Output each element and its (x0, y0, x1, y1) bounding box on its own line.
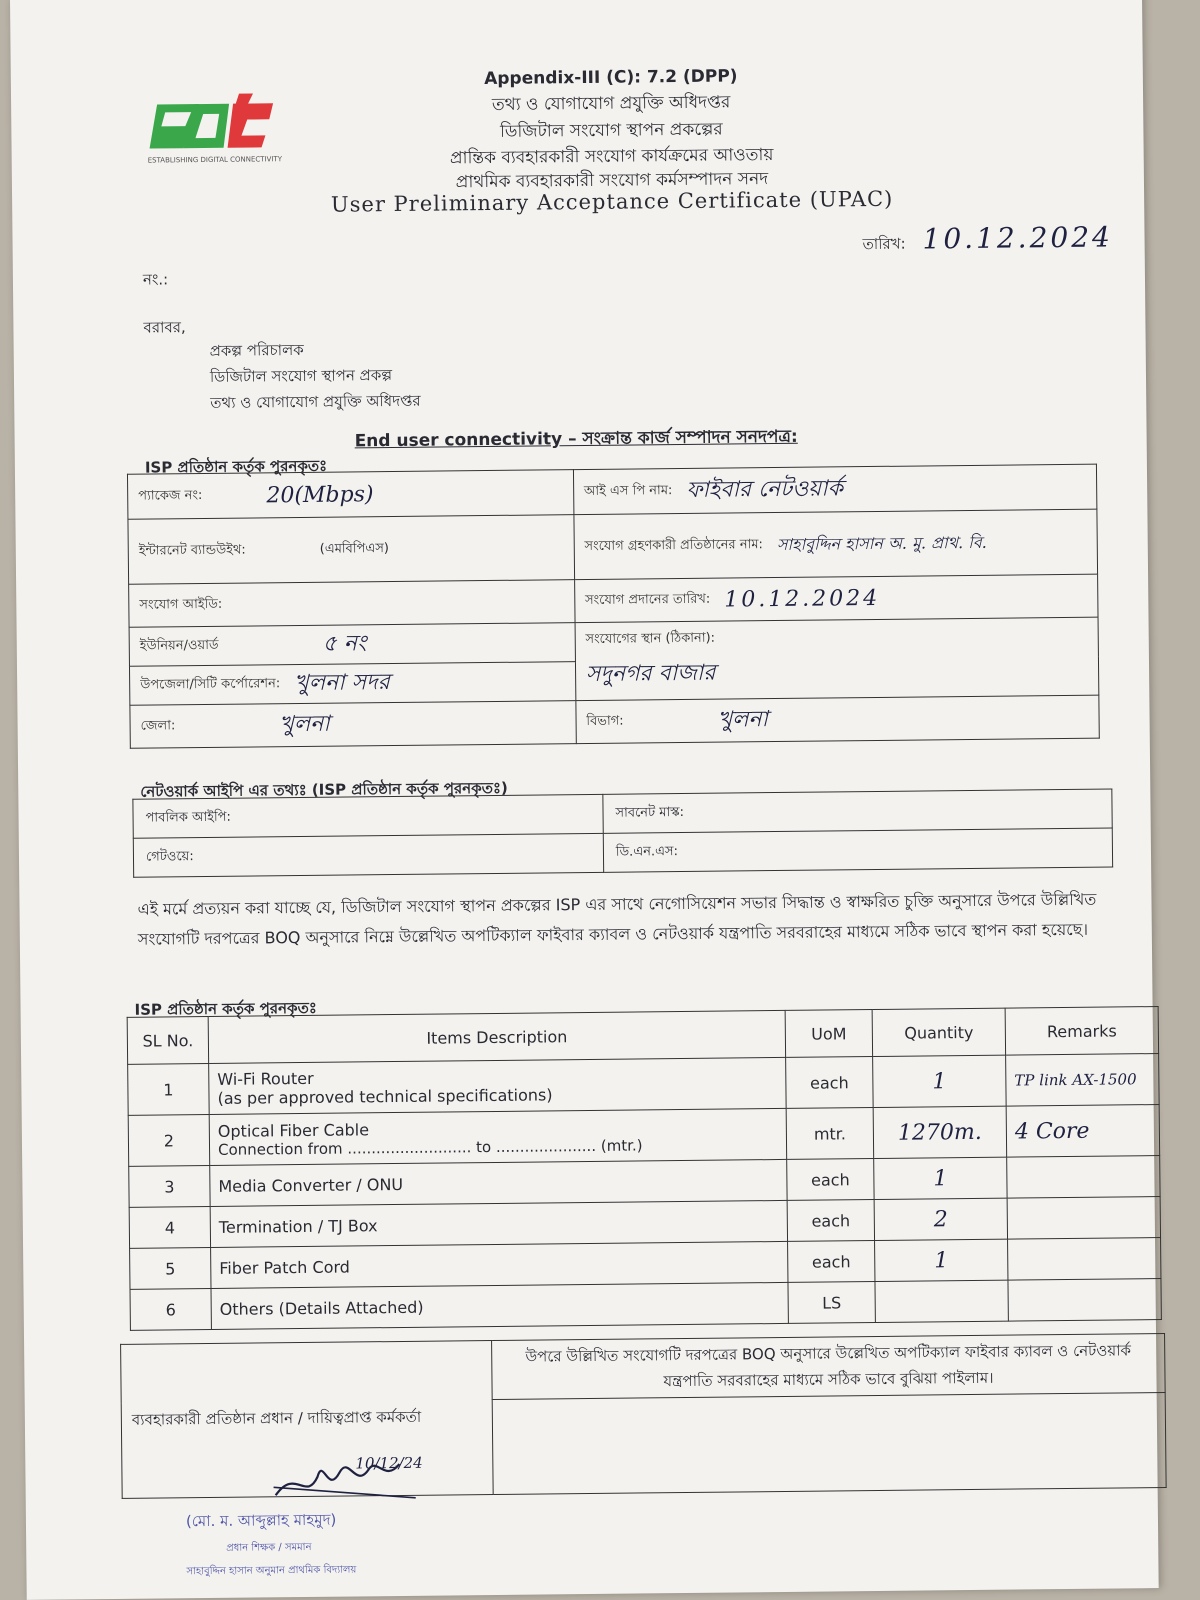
row-uom: LS (788, 1282, 875, 1324)
row-description-detail: (as per approved technical specifications) (217, 1085, 553, 1108)
row-uom: each (786, 1057, 874, 1109)
receiver-value: সাহাবুদ্দিন হাসান অ. মু. প্রাথ. বি. (776, 532, 987, 554)
addressee-to: বরাবর, (143, 318, 186, 337)
row-sl: 3 (129, 1165, 210, 1207)
package-value: 20(Mbps) (266, 481, 374, 508)
row-description-detail: Connection from .......................... to ..................... (mtr.) (217, 1135, 643, 1159)
ref-no-label: নং.: (142, 270, 169, 289)
district-value: খুলনা (279, 711, 330, 737)
bandwidth-unit: (এমবিপিএস) (319, 540, 390, 557)
connection-date-value: 10.12.2024 (724, 585, 881, 613)
header-line-1: তথ্য ও যোগাযোগ প্রযুক্তি অধিদপ্তর (491, 92, 731, 115)
district-label: জেলা: (140, 717, 176, 734)
header-line-2: ডিজিটাল সংযোগ স্থাপন প্রকল্পের (500, 119, 723, 142)
subject-line: End user connectivity – সংক্রান্ত কার্জ সম্পাদন সনদপত্র: (354, 426, 798, 452)
logo-tagline: ESTABLISHING DIGITAL CONNECTIVITY (147, 155, 283, 165)
date-label: তারিখ: (862, 234, 906, 254)
bandwidth-label: ইন্টারনেট ব্যান্ডউইথ: (138, 542, 246, 559)
signer-label: ব্যবহারকারী প্রতিষ্ঠান প্রধান / দায়িত্বপ্রাপ্ত কর্মকর্তা (121, 1341, 494, 1499)
network-info-table (132, 789, 1113, 878)
public-ip-label: পাবলিক আইপি: (145, 809, 231, 826)
union-label: ইউনিয়ন/ওয়ার্ড (139, 637, 219, 654)
row-quantity: 1 (875, 1239, 1008, 1281)
connection-id-label: সংযোগ আইডি: (139, 596, 223, 613)
network-section-heading: নেটওয়ার্ক আইপি এর তথ্যঃ (ISP প্রতিষ্ঠান কর্তৃক পুরনকৃতঃ) (140, 778, 508, 801)
receiver-label: সংযোগ গ্রহণকারী প্রতিষ্ঠানের নাম: (584, 536, 763, 554)
row-sl: 1 (128, 1063, 210, 1115)
subnet-label: সাবনেট মাস্ক: (615, 804, 685, 821)
isp-name-label: আই এস পি নাম: (583, 482, 673, 499)
row-description: Termination / TJ Box (210, 1200, 787, 1247)
isp-info-table (127, 464, 1100, 749)
row-uom: each (788, 1241, 875, 1283)
division-label: বিভাগ: (586, 713, 624, 729)
location-label: সংযোগের স্থান (ঠিকানা): (585, 630, 716, 647)
row-remarks (1007, 1156, 1160, 1199)
row-remarks (1008, 1238, 1161, 1281)
package-label: প্যাকেজ নং: (138, 487, 203, 504)
header-line-3: প্রান্তিক ব্যবহারকারী সংযোগ কার্যক্রমের আওতায় (449, 145, 774, 169)
row-quantity: 1 (873, 1055, 1007, 1107)
row-remarks: 4 Core (1006, 1105, 1160, 1158)
upazila-value: খুলনা সদর (294, 669, 390, 696)
items-table (127, 1006, 1162, 1331)
row-description: Optical Fiber Cable (217, 1119, 370, 1141)
row-remarks (1007, 1197, 1160, 1240)
row-sl: 5 (130, 1247, 211, 1289)
stamp-line-1: প্রধান শিক্ষক / সমমান (226, 1541, 312, 1554)
declaration-text: এই মর্মে প্রত্যয়ন করা যাচ্ছে যে, ডিজিটাল সংযোগ স্থাপন প্রকল্পের ISP এর সাথে নেগোসিয়েশন সভার সিদ্ধান্ত ও স্বাক্ষরিত চুক্তি অনুসারে উপরে উল্লিখিত সংযোগটি দরপত্রের BOQ অনুসারে নিম্নে উল্লেখিত অপটিক্যাল ফাইবার ক্যাবল ও নেটওয়ার্ক যন্ত্রপাতি সরবরাহের মাধ্যমে সঠিক ভাবে স্থাপন করা হয়েছে। (137, 889, 1097, 949)
isp-section-heading: ISP প্রতিষ্ঠান কর্তৃক পুরনকৃতঃ (144, 456, 328, 477)
signature-date: 10/12/24 (355, 1453, 423, 1473)
gateway-label: গেটওয়ে: (145, 848, 194, 865)
row-description: Media Converter / ONU (210, 1159, 787, 1206)
division-value: খুলনা (717, 706, 769, 733)
row-remarks (1008, 1279, 1161, 1322)
addressee-line-1: প্রকল্প পরিচালক (209, 340, 304, 360)
header-quantity: Quantity (872, 1008, 1005, 1056)
addressee-line-3: তথ্য ও যোগাযোগ প্রযুক্তি অধিদপ্তর (210, 391, 421, 412)
row-sl: 2 (128, 1114, 210, 1166)
addressee-line-2: ডিজিটাল সংযোগ স্থাপন প্রকল্প (209, 366, 393, 386)
location-value: সদুনগর বাজার (585, 660, 716, 687)
acceptance-signature-space (492, 1392, 1166, 1494)
row-remarks: TP link AX-1500 (1006, 1054, 1160, 1107)
row-quantity: 2 (874, 1198, 1007, 1240)
dns-label: ডি.এন.এস: (615, 843, 678, 860)
header-description: Items Description (208, 1010, 785, 1063)
row-uom: each (787, 1200, 874, 1242)
row-uom: mtr. (786, 1108, 874, 1160)
appendix-label: Appendix-III (C): 7.2 (DPP) (484, 66, 738, 90)
header-line-4: প্রাথমিক ব্যবহারকারী সংযোগ কর্মসম্পাদন সনদ (455, 169, 769, 193)
row-description: Fiber Patch Cord (211, 1241, 788, 1288)
document-title: User Preliminary Acceptance Certificate (UPAC) (330, 186, 894, 217)
row-sl: 6 (130, 1288, 211, 1330)
connection-date-label: সংযোগ প্রদানের তারিখ: (584, 591, 711, 608)
stamp-line-2: সাহাবুদ্দিন হাসান অনুমান প্রাথমিক বিদ্যালয় (186, 1564, 357, 1578)
header-remarks: Remarks (1005, 1007, 1158, 1056)
header-sl: SL No. (127, 1016, 208, 1064)
isp-name-value: ফাইবার নেটওয়ার্ক (686, 475, 844, 503)
row-quantity: 1 (874, 1157, 1007, 1199)
official-stamp (186, 1507, 467, 1581)
row-sl: 4 (129, 1206, 210, 1248)
certificate-sheet (10, 0, 1159, 1600)
union-value: ৫ নং (322, 630, 367, 657)
row-uom: each (787, 1159, 874, 1201)
upazila-label: উপজেলা/সিটি কর্পোরেশন: (140, 675, 281, 693)
header-uom: UoM (785, 1010, 872, 1058)
row-quantity: 1270m. (873, 1106, 1007, 1158)
acceptance-text: উপরে উল্লিখিত সংযোগটি দরপত্রের BOQ অনুসারে উল্লেখিত অপটিক্যাল ফাইবার ক্যাবল ও নেটওয়ার্ক যন্ত্রপাতি সরবরাহের মাধ্যমে সঠিক ভাবে বুঝিয়া পাইলাম। (492, 1333, 1166, 1399)
row-description: Wi-Fi Router (217, 1068, 314, 1089)
row-quantity (875, 1280, 1008, 1322)
stamp-name: (মো. ম. আব্দুল্লাহ মাহমুদ) (185, 1510, 337, 1531)
row-description: Others (Details Attached) (211, 1282, 788, 1329)
date-value: 10.12.2024 (922, 220, 1114, 256)
items-section-heading: ISP প্রতিষ্ঠান কর্তৃক পুরনকৃতঃ (134, 998, 317, 1019)
edc-logo (143, 89, 284, 170)
